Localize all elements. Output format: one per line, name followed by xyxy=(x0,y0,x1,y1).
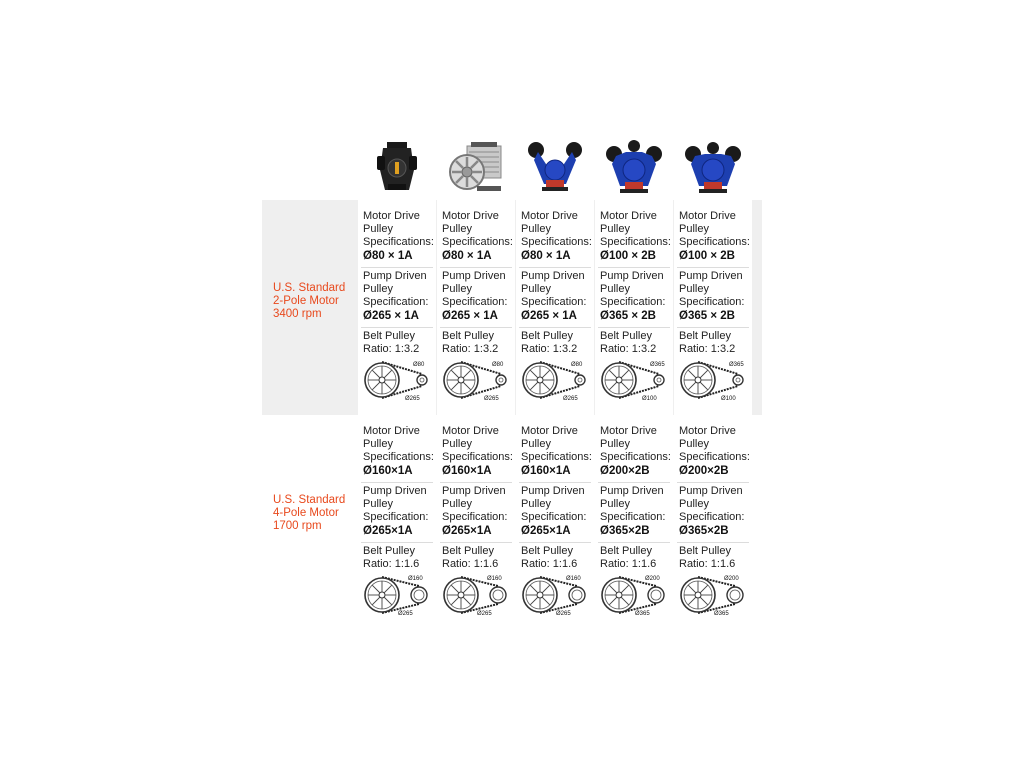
pump-pulley-spec-title: Pulley xyxy=(363,498,393,511)
motor-pulley-spec-title: Pulley xyxy=(521,223,551,236)
pump-pulley-spec-title: Specification: xyxy=(363,511,429,524)
belt-ratio xyxy=(595,545,673,571)
motor-pulley-spec-title: Pulley xyxy=(442,223,472,236)
motor-pulley-spec-value: Ø80 × 1A xyxy=(442,249,492,262)
motor-pulley-spec-title: Specifications: xyxy=(442,236,513,249)
pump-3-image xyxy=(516,133,594,200)
motor-pulley-spec xyxy=(437,425,515,478)
motor-pulley-spec xyxy=(595,210,673,263)
pump-pulley-spec xyxy=(674,270,752,323)
belt-ratio xyxy=(358,330,436,356)
belt-ratio xyxy=(358,545,436,571)
divider xyxy=(440,327,512,328)
large-pulley-label: Ø265 xyxy=(556,611,571,617)
belt-ratio-value: Ratio: 1:3.2 xyxy=(521,343,578,356)
spec-column xyxy=(516,200,594,415)
motor-pulley-spec-title: Specifications: xyxy=(363,451,434,464)
pump-pulley-spec-title: Specification: xyxy=(679,296,745,309)
spec-column xyxy=(674,415,752,630)
divider xyxy=(598,327,670,328)
pulley-belt-diagram xyxy=(361,358,433,402)
divider xyxy=(598,482,670,483)
small-pulley-label: Ø200 xyxy=(724,576,739,582)
pump-2-image xyxy=(437,133,515,200)
belt-ratio-title: Belt Pulley xyxy=(600,545,652,557)
pump-pulley-spec-title: Pump Driven xyxy=(521,485,585,497)
pump-pulley-spec-title: Pump Driven xyxy=(679,485,743,497)
belt-ratio-title: Belt Pulley xyxy=(600,330,652,342)
belt-ratio xyxy=(516,330,594,356)
motor-pulley-spec-value: Ø80 × 1A xyxy=(363,249,413,262)
spec-column xyxy=(516,415,594,630)
pump-1-image xyxy=(358,133,436,200)
pump-pulley-spec-title: Pulley xyxy=(679,498,709,511)
belt-ratio-title: Belt Pulley xyxy=(679,330,731,342)
large-pulley-label: Ø100 xyxy=(642,396,657,402)
pump-pulley-spec xyxy=(595,270,673,323)
motor-pulley-spec-title: Motor Drive xyxy=(600,425,657,437)
divider xyxy=(677,267,749,268)
motor-pulley-spec-title: Pulley xyxy=(600,438,630,451)
pump-pulley-spec-title: Pump Driven xyxy=(600,270,664,282)
motor-pulley-spec-value: Ø160×1A xyxy=(442,464,492,477)
belt-ratio xyxy=(437,330,515,356)
large-pulley-label: Ø265 xyxy=(563,396,578,402)
large-pulley-label: Ø265 xyxy=(398,611,413,617)
pump-pulley-spec-title: Specification: xyxy=(600,296,666,309)
large-pulley-label: Ø265 xyxy=(484,396,499,402)
pump-pulley-spec-value: Ø365×2B xyxy=(600,524,650,537)
pulley-belt-diagram xyxy=(440,573,512,617)
small-pulley-label: Ø200 xyxy=(645,576,660,582)
pump-pulley-spec-title: Pulley xyxy=(679,283,709,296)
motor-pulley-spec xyxy=(595,425,673,478)
pump-pulley-spec xyxy=(595,485,673,538)
motor-pulley-spec-value: Ø200×2B xyxy=(679,464,729,477)
motor-pulley-spec-value: Ø160×1A xyxy=(363,464,413,477)
pump-pulley-spec-title: Pump Driven xyxy=(442,270,506,282)
motor-pulley-spec-title: Motor Drive xyxy=(521,425,578,437)
motor-pulley-spec-title: Motor Drive xyxy=(442,425,499,437)
pump-pulley-spec-title: Specification: xyxy=(442,296,508,309)
small-pulley-label: Ø365 xyxy=(729,362,744,368)
pump-pulley-spec-title: Pump Driven xyxy=(679,270,743,282)
pump-pulley-spec-title: Specification: xyxy=(363,296,429,309)
product-image-row xyxy=(262,133,762,200)
pump-pulley-spec-value: Ø265 × 1A xyxy=(442,309,498,322)
pump-pulley-spec-title: Pump Driven xyxy=(600,485,664,497)
belt-ratio-title: Belt Pulley xyxy=(442,545,494,557)
belt-ratio-value: Ratio: 1:3.2 xyxy=(600,343,657,356)
large-pulley-label: Ø265 xyxy=(477,611,492,617)
small-pulley-label: Ø365 xyxy=(650,362,665,368)
section-label-4-pole: U.S. Standard 4-Pole Motor 1700 rpm xyxy=(273,494,346,532)
pulley-belt-diagram xyxy=(440,358,512,402)
large-pulley-label: Ø365 xyxy=(635,611,650,617)
section-2-pole xyxy=(262,200,762,415)
belt-ratio-value: Ratio: 1:1.6 xyxy=(521,558,578,571)
pump-5-image xyxy=(674,133,752,200)
spec-column xyxy=(595,200,673,415)
pulley-belt-diagram xyxy=(519,358,591,402)
motor-pulley-spec-title: Specifications: xyxy=(600,451,671,464)
motor-pulley-spec-title: Motor Drive xyxy=(679,210,736,222)
pump-pulley-spec-title: Pump Driven xyxy=(442,485,506,497)
motor-pulley-spec-title: Specifications: xyxy=(679,236,750,249)
pump-pulley-spec-title: Specification: xyxy=(521,296,587,309)
pulley-belt-diagram xyxy=(677,573,749,617)
pump-pulley-spec xyxy=(437,270,515,323)
divider xyxy=(598,267,670,268)
large-pulley-label: Ø100 xyxy=(721,396,736,402)
motor-pulley-spec xyxy=(358,425,436,478)
spec-column xyxy=(437,200,515,415)
motor-pulley-spec-value: Ø100 × 2B xyxy=(679,249,735,262)
pump-pulley-spec-title: Pulley xyxy=(363,283,393,296)
belt-ratio-title: Belt Pulley xyxy=(442,330,494,342)
small-pulley-label: Ø160 xyxy=(566,576,581,582)
pump-pulley-spec-title: Pulley xyxy=(442,283,472,296)
motor-pulley-spec-title: Specifications: xyxy=(521,451,592,464)
motor-pulley-spec-title: Specifications: xyxy=(679,451,750,464)
motor-pulley-spec-title: Pulley xyxy=(679,223,709,236)
motor-pulley-spec-title: Motor Drive xyxy=(363,210,420,222)
large-pulley-label: Ø265 xyxy=(405,396,420,402)
divider xyxy=(598,542,670,543)
section-label-2-pole: U.S. Standard 2-Pole Motor 3400 rpm xyxy=(273,282,346,320)
pump-pulley-spec-title: Specification: xyxy=(600,511,666,524)
small-pulley-label: Ø160 xyxy=(487,576,502,582)
divider xyxy=(519,482,591,483)
divider xyxy=(677,482,749,483)
spec-column xyxy=(674,200,752,415)
pump-pulley-spec-title: Specification: xyxy=(521,511,587,524)
belt-ratio-title: Belt Pulley xyxy=(521,545,573,557)
belt-ratio-value: Ratio: 1:1.6 xyxy=(600,558,657,571)
small-pulley-label: Ø80 xyxy=(571,362,583,368)
motor-pulley-spec xyxy=(516,425,594,478)
belt-ratio xyxy=(437,545,515,571)
motor-pulley-spec-title: Pulley xyxy=(600,223,630,236)
pump-pulley-spec-value: Ø365 × 2B xyxy=(600,309,656,322)
divider xyxy=(677,327,749,328)
divider xyxy=(519,327,591,328)
divider xyxy=(519,542,591,543)
belt-ratio-value: Ratio: 1:3.2 xyxy=(442,343,499,356)
belt-ratio-value: Ratio: 1:1.6 xyxy=(363,558,420,571)
divider xyxy=(361,327,433,328)
divider xyxy=(677,542,749,543)
motor-pulley-spec-value: Ø200×2B xyxy=(600,464,650,477)
spec-column xyxy=(595,415,673,630)
pump-pulley-spec-value: Ø365 × 2B xyxy=(679,309,735,322)
pump-pulley-spec-title: Pulley xyxy=(600,498,630,511)
belt-ratio xyxy=(674,545,752,571)
pump-4-image xyxy=(595,133,673,200)
divider xyxy=(440,482,512,483)
pump-pulley-spec xyxy=(516,270,594,323)
divider xyxy=(440,542,512,543)
pump-pulley-spec-value: Ø265 × 1A xyxy=(521,309,577,322)
belt-ratio-value: Ratio: 1:1.6 xyxy=(679,558,736,571)
small-pulley-label: Ø80 xyxy=(492,362,504,368)
section-4-pole xyxy=(262,415,762,630)
belt-ratio-title: Belt Pulley xyxy=(521,330,573,342)
belt-ratio-title: Belt Pulley xyxy=(679,545,731,557)
divider xyxy=(361,267,433,268)
pump-pulley-spec-title: Pulley xyxy=(600,283,630,296)
belt-ratio xyxy=(595,330,673,356)
motor-pulley-spec-title: Pulley xyxy=(442,438,472,451)
motor-pulley-spec-title: Specifications: xyxy=(442,451,513,464)
pump-pulley-spec-value: Ø265×1A xyxy=(521,524,571,537)
pump-pulley-spec xyxy=(358,270,436,323)
pump-pulley-spec-title: Specification: xyxy=(442,511,508,524)
belt-ratio-value: Ratio: 1:3.2 xyxy=(679,343,736,356)
pump-pulley-spec-title: Pump Driven xyxy=(363,270,427,282)
motor-pulley-spec xyxy=(516,210,594,263)
motor-pulley-spec-title: Specifications: xyxy=(363,236,434,249)
belt-ratio-title: Belt Pulley xyxy=(363,545,415,557)
motor-pulley-spec xyxy=(437,210,515,263)
pulley-belt-diagram xyxy=(677,358,749,402)
motor-pulley-spec-title: Motor Drive xyxy=(600,210,657,222)
pulley-belt-diagram xyxy=(519,573,591,617)
divider xyxy=(440,267,512,268)
divider xyxy=(519,267,591,268)
pump-pulley-spec xyxy=(358,485,436,538)
motor-pulley-spec xyxy=(674,210,752,263)
spec-column xyxy=(358,415,436,630)
divider xyxy=(361,542,433,543)
belt-ratio xyxy=(516,545,594,571)
motor-pulley-spec-title: Motor Drive xyxy=(363,425,420,437)
pump-pulley-spec-title: Pump Driven xyxy=(363,485,427,497)
belt-ratio-value: Ratio: 1:3.2 xyxy=(363,343,420,356)
pump-pulley-spec-title: Pulley xyxy=(442,498,472,511)
motor-pulley-spec-title: Pulley xyxy=(363,223,393,236)
motor-pulley-spec-value: Ø160×1A xyxy=(521,464,571,477)
spec-column xyxy=(358,200,436,415)
motor-pulley-spec xyxy=(358,210,436,263)
motor-pulley-spec-value: Ø100 × 2B xyxy=(600,249,656,262)
motor-pulley-spec xyxy=(674,425,752,478)
large-pulley-label: Ø365 xyxy=(714,611,729,617)
motor-pulley-spec-value: Ø80 × 1A xyxy=(521,249,571,262)
pump-pulley-spec-title: Pulley xyxy=(521,283,551,296)
small-pulley-label: Ø80 xyxy=(413,362,425,368)
motor-pulley-spec-title: Specifications: xyxy=(521,236,592,249)
pulley-belt-diagram xyxy=(598,358,670,402)
pulley-belt-diagram xyxy=(598,573,670,617)
motor-pulley-spec-title: Pulley xyxy=(679,438,709,451)
pulley-belt-diagram xyxy=(361,573,433,617)
motor-pulley-spec-title: Pulley xyxy=(521,438,551,451)
spec-column xyxy=(437,415,515,630)
motor-pulley-spec-title: Motor Drive xyxy=(679,425,736,437)
pump-pulley-spec xyxy=(516,485,594,538)
belt-ratio-value: Ratio: 1:1.6 xyxy=(442,558,499,571)
motor-pulley-spec-title: Motor Drive xyxy=(442,210,499,222)
pump-pulley-spec-value: Ø265×1A xyxy=(442,524,492,537)
pump-pulley-spec-value: Ø265×1A xyxy=(363,524,413,537)
motor-pulley-spec-title: Specifications: xyxy=(600,236,671,249)
motor-pulley-spec-title: Pulley xyxy=(363,438,393,451)
pump-pulley-spec-title: Pump Driven xyxy=(521,270,585,282)
pump-pulley-spec xyxy=(674,485,752,538)
belt-ratio xyxy=(674,330,752,356)
pump-pulley-spec-title: Pulley xyxy=(521,498,551,511)
pump-pulley-spec xyxy=(437,485,515,538)
belt-ratio-title: Belt Pulley xyxy=(363,330,415,342)
pump-pulley-spec-value: Ø365×2B xyxy=(679,524,729,537)
small-pulley-label: Ø160 xyxy=(408,576,423,582)
pump-pulley-spec-title: Specification: xyxy=(679,511,745,524)
motor-pulley-spec-title: Motor Drive xyxy=(521,210,578,222)
pump-pulley-spec-value: Ø265 × 1A xyxy=(363,309,419,322)
divider xyxy=(361,482,433,483)
